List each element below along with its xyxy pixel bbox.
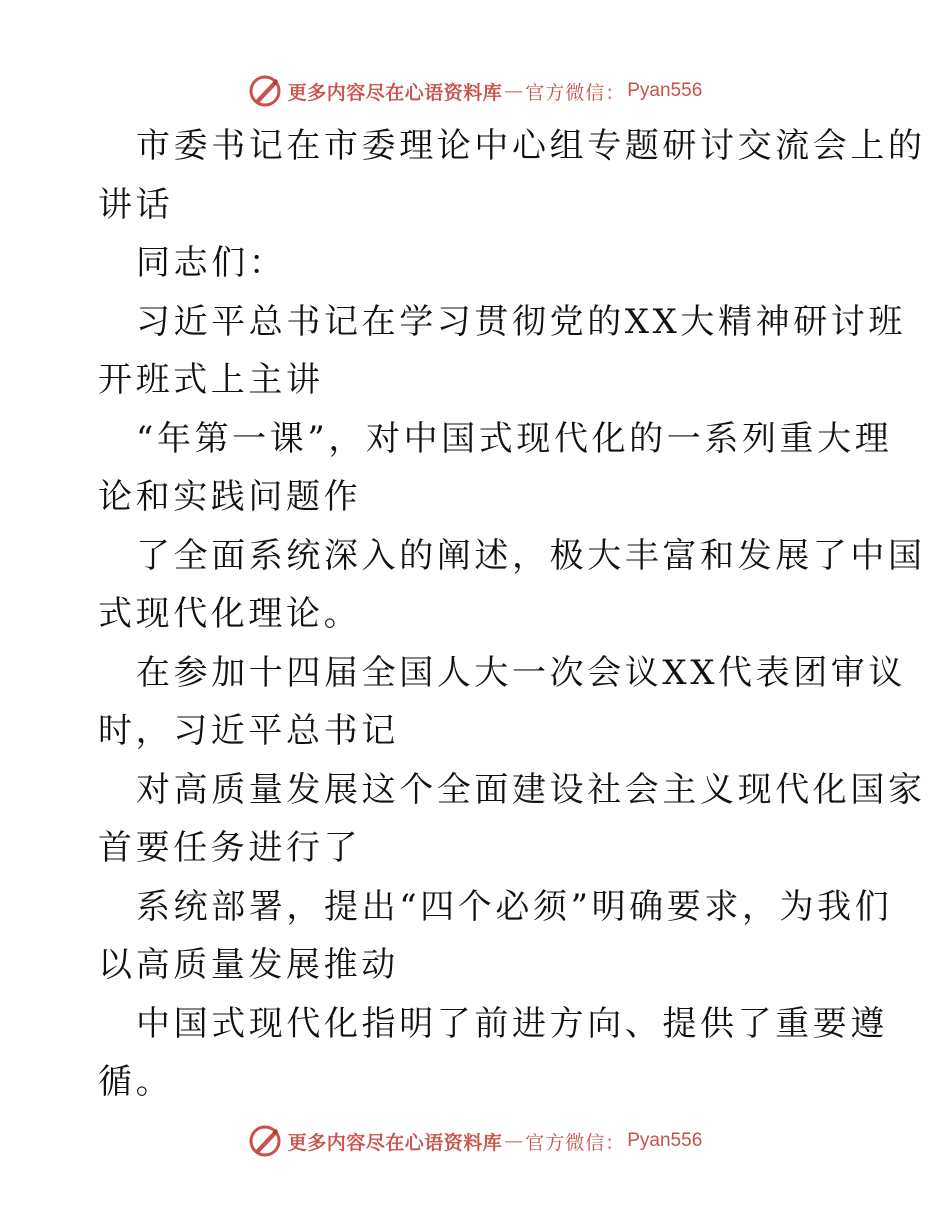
watermark-wechat-label: 官方微信：: [525, 81, 626, 104]
paragraph-line: 开班式上主讲: [98, 360, 324, 400]
paragraph-line: 首要任务进行了: [98, 828, 362, 868]
pen-logo-icon: [248, 74, 282, 108]
paragraph: [98, 995, 888, 1112]
paragraph-line: 论和实践问题作: [98, 477, 362, 517]
paragraph-line: 了全面系统深入的阐述，极大丰富和发展了中国: [136, 535, 926, 576]
paragraph: [98, 234, 858, 293]
paragraph-line: 对高质量发展这个全面建设社会主义现代化国家: [136, 769, 926, 810]
paragraph: [98, 644, 907, 761]
watermark-main-text: 更多内容尽在心语资料库: [287, 1131, 503, 1154]
paragraph-line: 循。: [98, 1062, 174, 1102]
paragraph: [98, 117, 926, 234]
paragraph-line: 系统部署，提出“四个必须”明确要求，为我们: [136, 886, 893, 927]
watermark-dash: —: [504, 80, 524, 102]
paragraph: [98, 293, 907, 410]
paragraph-line: “年第一课”，对中国式现代化的一系列重大理: [136, 418, 893, 459]
paragraph-line: 市委书记在市委理论中心组专题研讨交流会上的: [136, 126, 926, 166]
paragraph: [98, 761, 926, 878]
watermark-wechat-id: Pyan556: [627, 1130, 703, 1151]
paragraph: [98, 527, 926, 644]
paragraph: [98, 410, 893, 527]
watermark-main-text: 更多内容尽在心语资料库: [287, 81, 503, 104]
watermark-dash: —: [504, 1130, 524, 1152]
paragraph-line: 同志们：: [136, 243, 287, 283]
paragraph-line: 中国式现代化指明了前进方向、提供了重要遵: [136, 1003, 888, 1044]
paragraph-line: 式现代化理论。: [98, 594, 362, 634]
paragraph-line: 时，习近平总书记: [98, 711, 399, 751]
paragraph-line: 以高质量发展推动: [98, 945, 399, 985]
footer-watermark: [0, 1121, 950, 1161]
header-watermark: [0, 71, 950, 111]
paragraph-line: 习近平总书记在学习贯彻党的XX大精神研讨班: [136, 301, 907, 342]
pen-logo-icon: [248, 1124, 282, 1158]
paragraph-line: 在参加十四届全国人大一次会议XX代表团审议: [136, 652, 907, 693]
watermark-wechat-id: Pyan556: [627, 80, 703, 101]
paragraph: [98, 878, 893, 995]
watermark-wechat-label: 官方微信：: [525, 1131, 626, 1154]
paragraph-line: 讲话: [98, 184, 174, 225]
document-body: [98, 117, 926, 1112]
